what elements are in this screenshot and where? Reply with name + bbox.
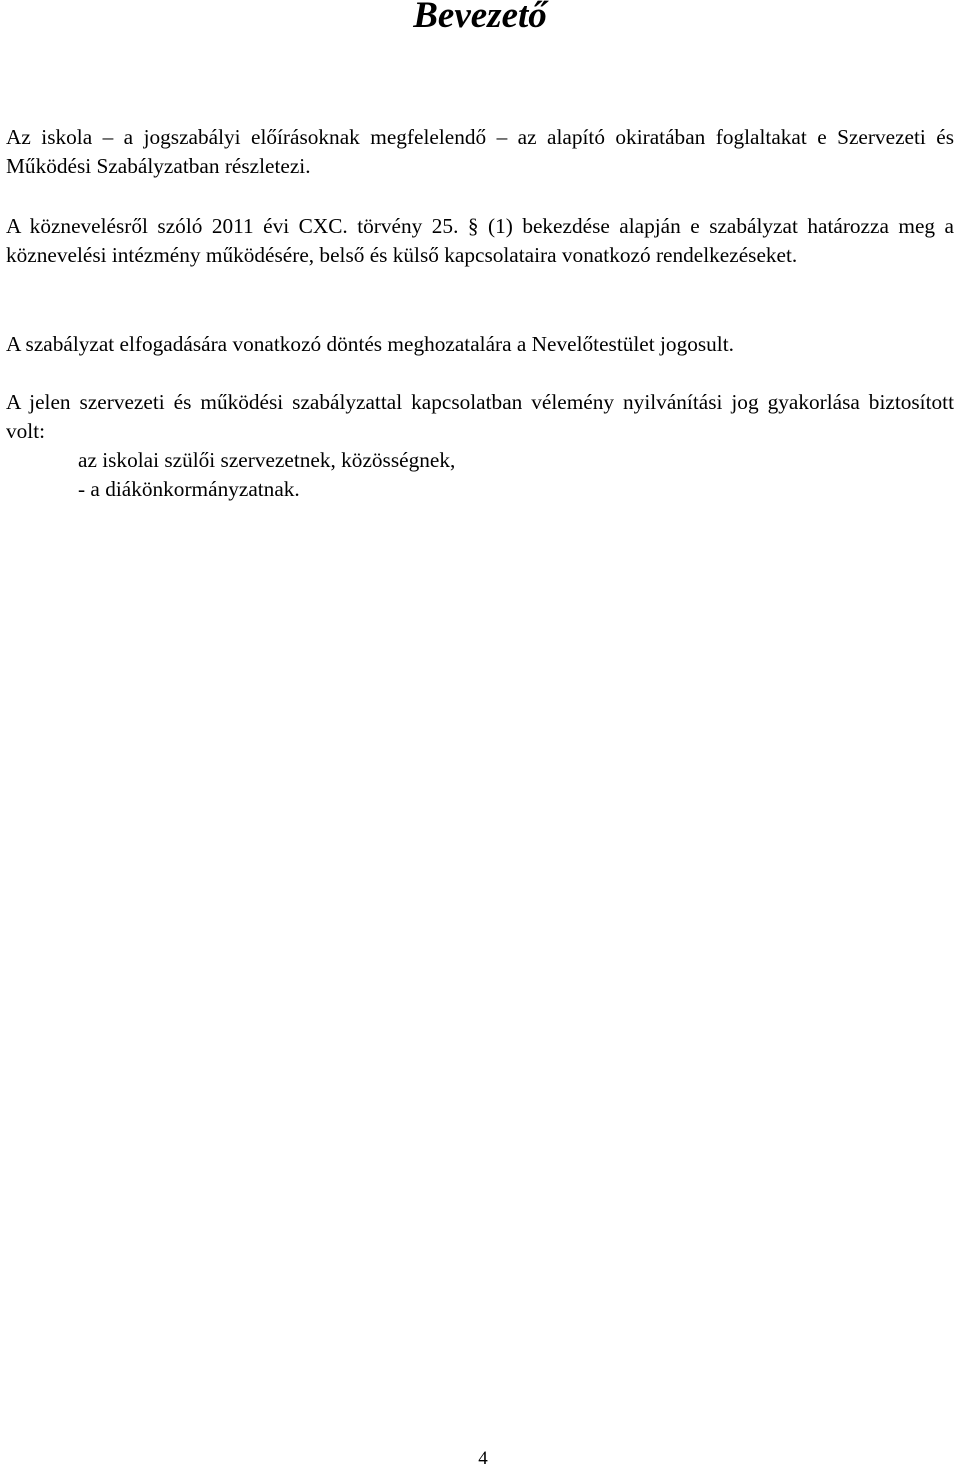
page-title: Bevezető xyxy=(413,0,547,36)
paragraph-consultation: A jelen szervezeti és működési szabályzattal kapcsolatban vélemény nyilvánítási jog gyakorlása biztosított volt: xyxy=(6,390,954,443)
list-item: - a diákönkormányzatnak. xyxy=(78,477,300,501)
paragraph-approval: A szabályzat elfogadására vonatkozó döntés meghozatalára a Nevelőtestület jogosult. xyxy=(6,332,734,356)
consultation-list xyxy=(78,446,455,504)
paragraph-legal-basis: A köznevelésről szóló 2011 évi CXC. törvény 25. § (1) bekezdése alapján e szabályzat határozza meg a köznevelési intézmény működésére, belső és külső kapcsolataira vonatkozó rendelkezéseket. xyxy=(6,214,954,267)
page-number: 4 xyxy=(478,1448,488,1469)
paragraph-intro: Az iskola – a jogszabályi előírásoknak megfelelendő – az alapító okiratában foglaltakat e Szervezeti és Működési Szabályzatban részletezi. xyxy=(6,125,954,178)
list-item: az iskolai szülői szervezetnek, közösségnek, xyxy=(78,448,456,472)
